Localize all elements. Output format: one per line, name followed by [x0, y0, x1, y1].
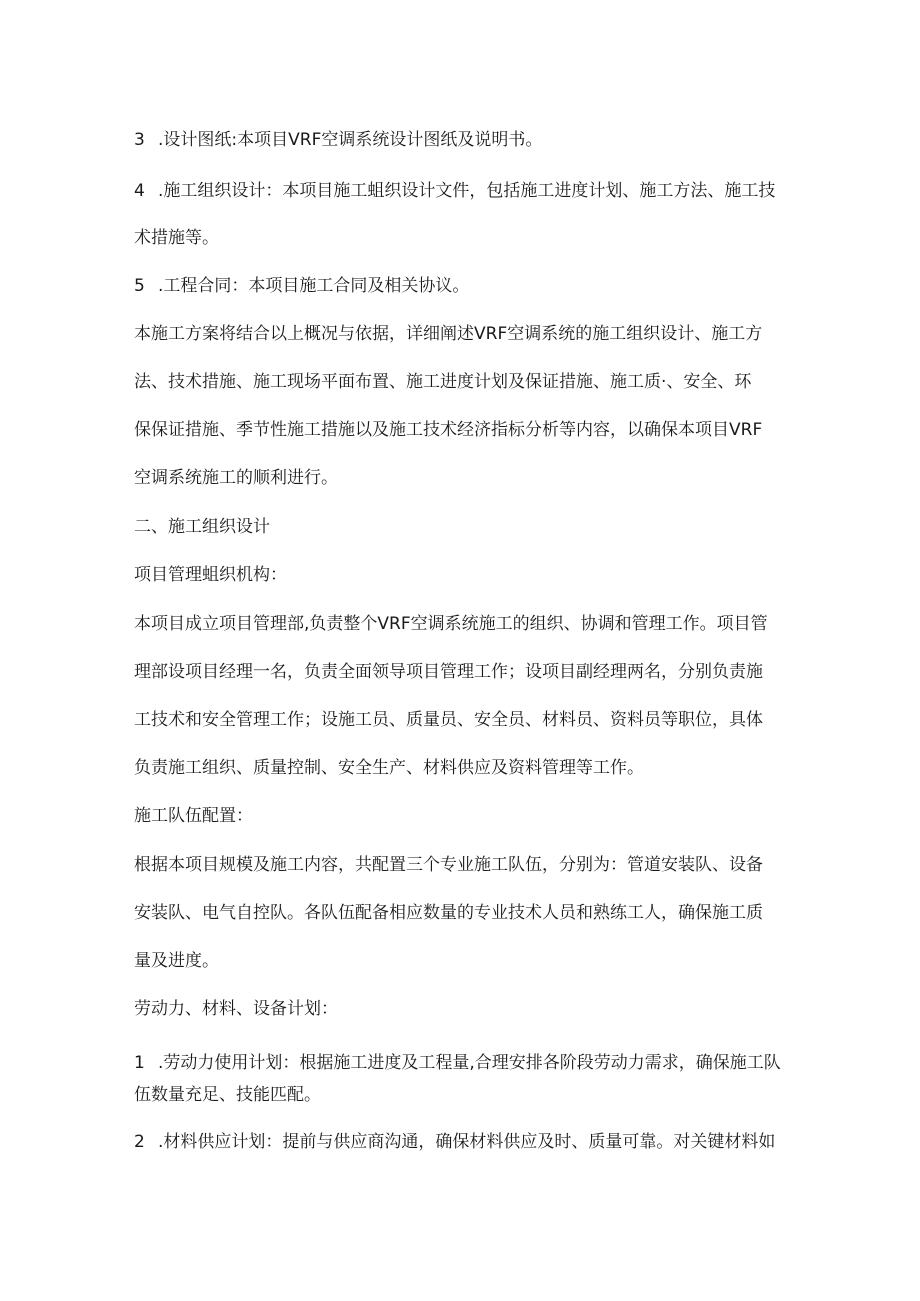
plan-item-1: [134, 1053, 784, 1073]
section-heading: 二、施工组织设计: [134, 517, 270, 537]
list-number: 4: [134, 181, 145, 201]
paragraph-line: 负责施工组织、质量控制、安全生产、材料供应及资料管理等工作。: [134, 758, 644, 778]
subsection-heading: 项目管理蛆织机构：: [134, 565, 287, 585]
list-item-text: .材料供应计划：提前与供应商沟通，确保材料供应及时、质量可靠。对关键材料如: [158, 1132, 776, 1152]
list-item-text: .劳动力使用计划：根据施工进度及工程量,合理安排各阶段劳动力需求，确保施工队: [158, 1053, 781, 1073]
list-item-text: .施工组织设计：本项目施工蛆织设计文件，包括施工进度计划、施工方法、施工技: [158, 181, 776, 201]
paragraph-line: 安装队、电气自控队。各队伍配备相应数量的专业技术人员和熟练工人，确保施工质: [134, 903, 763, 923]
list-item-text: .工程合同：本项目施工合同及相关协议。: [158, 276, 470, 296]
paragraph-line: 理部设项目经理一名，负责全面领导项目管理工作；设项目副经理两名，分别负责施: [134, 662, 763, 682]
list-number: 3: [134, 130, 145, 150]
paragraph-line: 保保证措施、季节性施工措施以及施工技术经济指标分析等内容，以确保本项目VRF: [134, 420, 763, 440]
list-item-4: [134, 181, 784, 201]
paragraph-line: 工技术和安全管理工作；设施工员、质量员、安全员、材料员、资料员等职位，具体: [134, 710, 763, 730]
paragraph-line: 量及进度。: [134, 951, 219, 971]
paragraph-line: 空调系统施工的顺利进行。: [134, 468, 338, 488]
list-number: 2: [134, 1132, 145, 1152]
subsection-heading: 施工队伍配置：: [134, 806, 253, 826]
list-number: 5: [134, 276, 145, 296]
subsection-heading: 劳动力、材料、设备计划：: [134, 999, 338, 1019]
list-item-5: [134, 276, 784, 296]
paragraph-line: 本施工方案将结合以上概况与依据，详细阐述VRF空调系统的施工组织设计、施工方: [134, 324, 763, 344]
list-item-4-continuation: 术措施等。: [134, 228, 219, 248]
plan-item-1-continuation: 伍数量充足、技能匹配。: [134, 1085, 321, 1105]
paragraph-line: 法、技术措施、施工现场平面布置、施工进度计划及保证措施、施工质·、安全、环: [134, 372, 752, 392]
paragraph-line: 本项目成立项目管理部,负责整个VRF空调系统施工的组织、协调和管理工作。项目管: [134, 614, 768, 634]
list-item-text: .设计图纸:本项目VRF空调系统设计图纸及说明书。: [158, 130, 543, 150]
list-number: 1: [134, 1053, 145, 1073]
plan-item-2: [134, 1132, 784, 1152]
list-item-3: [134, 130, 784, 150]
paragraph-line: 根据本项目规模及施工内容，共配置三个专业施工队伍，分别为：管道安装队、设备: [134, 855, 763, 875]
